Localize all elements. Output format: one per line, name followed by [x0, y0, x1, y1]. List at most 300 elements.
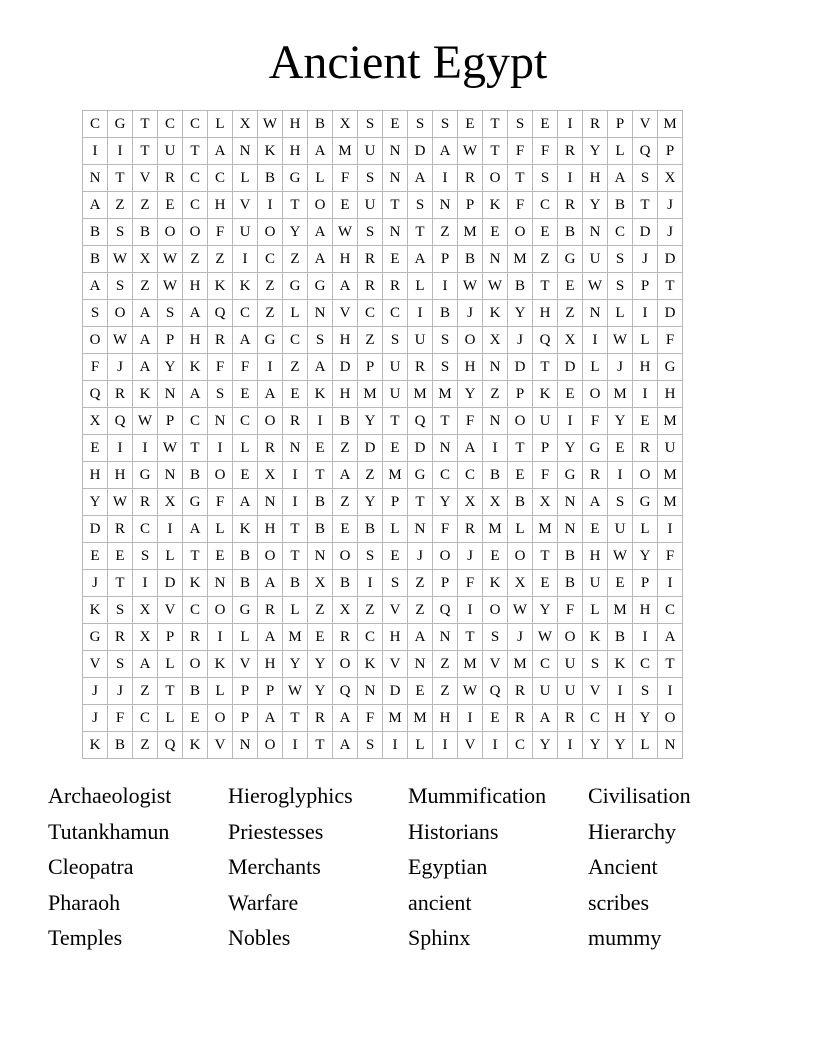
grid-cell: Z	[433, 219, 458, 246]
grid-cell: R	[308, 705, 333, 732]
grid-cell: C	[158, 111, 183, 138]
grid-cell: H	[258, 516, 283, 543]
grid-cell: K	[183, 354, 208, 381]
grid-cell: Z	[333, 489, 358, 516]
grid-cell: X	[533, 489, 558, 516]
grid-cell: I	[658, 570, 683, 597]
grid-cell: Z	[433, 651, 458, 678]
grid-cell: W	[158, 273, 183, 300]
grid-cell: S	[358, 165, 383, 192]
grid-cell: A	[333, 273, 358, 300]
grid-cell: E	[333, 192, 358, 219]
grid-cell: R	[408, 354, 433, 381]
grid-cell: N	[208, 408, 233, 435]
grid-cell: N	[583, 300, 608, 327]
grid-cell: J	[108, 678, 133, 705]
grid-cell: Z	[358, 597, 383, 624]
grid-cell: A	[133, 327, 158, 354]
word-list-item: ancient	[408, 889, 472, 915]
grid-cell: B	[608, 624, 633, 651]
grid-cell: T	[108, 570, 133, 597]
grid-cell: O	[333, 651, 358, 678]
word-list-item: Merchants	[228, 854, 321, 880]
grid-cell: X	[133, 597, 158, 624]
grid-cell: O	[183, 219, 208, 246]
page-title: Ancient Egypt	[268, 36, 548, 89]
grid-cell: K	[233, 273, 258, 300]
grid-cell: N	[83, 165, 108, 192]
grid-cell: R	[158, 165, 183, 192]
grid-cell: A	[133, 651, 158, 678]
grid-cell: P	[158, 327, 183, 354]
grid-cell: K	[183, 732, 208, 759]
grid-cell: S	[108, 651, 133, 678]
grid-cell: W	[508, 597, 533, 624]
grid-cell: R	[183, 624, 208, 651]
grid-cell: N	[308, 543, 333, 570]
grid-cell: X	[333, 597, 358, 624]
grid-cell: N	[358, 678, 383, 705]
grid-cell: Q	[333, 678, 358, 705]
grid-cell: W	[108, 246, 133, 273]
grid-cell: Y	[283, 651, 308, 678]
grid-cell: F	[333, 165, 358, 192]
grid-cell: S	[83, 300, 108, 327]
grid-cell: B	[258, 165, 283, 192]
grid-cell: E	[183, 705, 208, 732]
grid-cell: K	[483, 300, 508, 327]
grid-cell: N	[233, 732, 258, 759]
grid-cell: O	[558, 624, 583, 651]
grid-cell: S	[608, 273, 633, 300]
grid-cell: B	[433, 300, 458, 327]
grid-cell: H	[433, 705, 458, 732]
grid-cell: E	[283, 381, 308, 408]
grid-cell: M	[458, 219, 483, 246]
grid-cell: L	[233, 435, 258, 462]
grid-cell: Y	[558, 435, 583, 462]
grid-cell: F	[658, 327, 683, 354]
grid-cell: R	[558, 138, 583, 165]
grid-cell: X	[508, 570, 533, 597]
grid-cell: D	[633, 219, 658, 246]
grid-cell: C	[608, 219, 633, 246]
grid-cell: I	[83, 138, 108, 165]
grid-cell: S	[383, 570, 408, 597]
grid-cell: T	[283, 192, 308, 219]
grid-cell: M	[658, 489, 683, 516]
grid-cell: X	[133, 624, 158, 651]
grid-cell: F	[533, 138, 558, 165]
grid-cell: B	[483, 462, 508, 489]
word-list-item: Historians	[408, 818, 499, 844]
grid-cell: K	[483, 192, 508, 219]
grid-cell: X	[258, 462, 283, 489]
grid-cell: V	[458, 732, 483, 759]
grid-row	[83, 543, 683, 570]
grid-cell: G	[583, 435, 608, 462]
grid-cell: E	[458, 111, 483, 138]
grid-cell: K	[258, 138, 283, 165]
grid-cell: B	[333, 408, 358, 435]
grid-cell: P	[158, 624, 183, 651]
grid-cell: I	[283, 732, 308, 759]
grid-cell: G	[258, 327, 283, 354]
grid-cell: T	[533, 354, 558, 381]
grid-cell: Z	[283, 246, 308, 273]
grid-cell: S	[208, 381, 233, 408]
grid-row	[83, 705, 683, 732]
grid-cell: M	[533, 516, 558, 543]
grid-cell: U	[408, 327, 433, 354]
grid-cell: U	[358, 138, 383, 165]
grid-cell: L	[408, 732, 433, 759]
grid-cell: M	[608, 597, 633, 624]
grid-cell: M	[283, 624, 308, 651]
grid-cell: L	[283, 597, 308, 624]
grid-cell: Q	[408, 408, 433, 435]
grid-cell: Z	[283, 354, 308, 381]
grid-cell: N	[558, 516, 583, 543]
grid-cell: O	[508, 219, 533, 246]
grid-cell: T	[283, 516, 308, 543]
grid-cell: S	[433, 327, 458, 354]
grid-cell: J	[458, 300, 483, 327]
grid-cell: S	[408, 192, 433, 219]
grid-cell: W	[333, 219, 358, 246]
grid-cell: N	[433, 624, 458, 651]
grid-cell: O	[83, 327, 108, 354]
grid-row	[83, 381, 683, 408]
grid-row	[83, 408, 683, 435]
grid-cell: O	[483, 165, 508, 192]
grid-cell: Y	[358, 489, 383, 516]
grid-cell: S	[358, 111, 383, 138]
grid-cell: Q	[483, 678, 508, 705]
grid-cell: P	[158, 408, 183, 435]
grid-cell: W	[158, 435, 183, 462]
grid-cell: N	[383, 138, 408, 165]
grid-cell: J	[658, 219, 683, 246]
grid-cell: B	[183, 678, 208, 705]
grid-cell: E	[383, 543, 408, 570]
grid-cell: P	[508, 381, 533, 408]
grid-cell: M	[358, 381, 383, 408]
grid-cell: Q	[208, 300, 233, 327]
grid-cell: G	[558, 462, 583, 489]
grid-cell: A	[258, 705, 283, 732]
grid-cell: A	[83, 273, 108, 300]
grid-cell: F	[583, 408, 608, 435]
grid-cell: V	[208, 732, 233, 759]
grid-cell: E	[83, 435, 108, 462]
grid-cell: M	[433, 381, 458, 408]
grid-cell: Z	[358, 327, 383, 354]
grid-cell: G	[183, 489, 208, 516]
grid-cell: I	[108, 435, 133, 462]
grid-cell: X	[83, 408, 108, 435]
grid-cell: D	[408, 138, 433, 165]
grid-cell: F	[458, 408, 483, 435]
grid-cell: K	[233, 516, 258, 543]
grid-cell: Z	[483, 381, 508, 408]
word-list-item: Priestesses	[228, 818, 324, 844]
grid-cell: R	[333, 624, 358, 651]
grid-cell: H	[83, 462, 108, 489]
grid-cell: L	[633, 327, 658, 354]
grid-cell: N	[308, 300, 333, 327]
grid-cell: N	[433, 192, 458, 219]
grid-cell: H	[458, 354, 483, 381]
grid-cell: X	[233, 111, 258, 138]
grid-cell: M	[658, 408, 683, 435]
grid-cell: A	[308, 354, 333, 381]
grid-cell: L	[158, 651, 183, 678]
grid-cell: S	[433, 111, 458, 138]
grid-cell: O	[633, 462, 658, 489]
grid-cell: N	[158, 462, 183, 489]
grid-cell: B	[83, 246, 108, 273]
grid-row	[83, 219, 683, 246]
grid-cell: S	[158, 300, 183, 327]
grid-cell: G	[283, 165, 308, 192]
grid-cell: R	[583, 111, 608, 138]
grid-cell: L	[208, 516, 233, 543]
grid-cell: U	[558, 651, 583, 678]
grid-cell: F	[83, 354, 108, 381]
grid-cell: H	[333, 327, 358, 354]
grid-cell: N	[383, 165, 408, 192]
grid-cell: F	[358, 705, 383, 732]
grid-row	[83, 300, 683, 327]
grid-cell: A	[208, 138, 233, 165]
grid-cell: C	[633, 651, 658, 678]
grid-cell: R	[558, 705, 583, 732]
grid-cell: D	[658, 300, 683, 327]
grid-cell: W	[258, 111, 283, 138]
grid-cell: C	[183, 408, 208, 435]
word-list-item: Hieroglyphics	[228, 783, 353, 808]
grid-cell: A	[333, 732, 358, 759]
grid-cell: C	[533, 192, 558, 219]
grid-cell: P	[633, 570, 658, 597]
grid-cell: B	[233, 543, 258, 570]
grid-cell: Z	[308, 597, 333, 624]
grid-cell: O	[508, 543, 533, 570]
grid-cell: S	[483, 624, 508, 651]
grid-cell: S	[433, 354, 458, 381]
grid-cell: K	[183, 570, 208, 597]
grid-cell: T	[133, 111, 158, 138]
grid-cell: J	[108, 354, 133, 381]
grid-cell: Y	[583, 192, 608, 219]
grid-cell: L	[583, 354, 608, 381]
grid-cell: V	[383, 597, 408, 624]
grid-cell: L	[158, 543, 183, 570]
grid-cell: P	[608, 111, 633, 138]
grid-cell: C	[508, 732, 533, 759]
grid-cell: T	[483, 111, 508, 138]
grid-cell: Y	[358, 408, 383, 435]
grid-cell: I	[458, 705, 483, 732]
grid-cell: T	[183, 543, 208, 570]
grid-cell: E	[233, 462, 258, 489]
grid-cell: T	[658, 273, 683, 300]
grid-cell: E	[383, 435, 408, 462]
word-list-item: scribes	[588, 889, 650, 915]
grid-cell: F	[458, 570, 483, 597]
grid-cell: Y	[508, 300, 533, 327]
grid-cell: L	[283, 300, 308, 327]
word-list-item: Sphinx	[408, 925, 471, 951]
grid-cell: P	[358, 354, 383, 381]
grid-cell: I	[158, 516, 183, 543]
grid-cell: M	[483, 516, 508, 543]
grid-cell: S	[633, 165, 658, 192]
grid-cell: A	[608, 165, 633, 192]
grid-cell: G	[83, 624, 108, 651]
grid-cell: R	[108, 516, 133, 543]
grid-cell: H	[283, 111, 308, 138]
grid-cell: Y	[83, 489, 108, 516]
grid-cell: J	[83, 678, 108, 705]
grid-cell: E	[633, 408, 658, 435]
grid-cell: A	[333, 705, 358, 732]
grid-cell: I	[283, 489, 308, 516]
grid-cell: N	[283, 435, 308, 462]
grid-cell: S	[108, 273, 133, 300]
grid-cell: O	[583, 381, 608, 408]
grid-cell: M	[408, 381, 433, 408]
grid-cell: I	[233, 246, 258, 273]
grid-cell: T	[183, 138, 208, 165]
grid-cell: U	[533, 408, 558, 435]
grid-cell: J	[508, 327, 533, 354]
grid-cell: S	[608, 489, 633, 516]
grid-cell: C	[658, 597, 683, 624]
grid-cell: H	[108, 462, 133, 489]
grid-cell: H	[658, 381, 683, 408]
grid-cell: Y	[433, 489, 458, 516]
grid-cell: T	[308, 462, 333, 489]
grid-cell: F	[508, 138, 533, 165]
grid-cell: I	[433, 273, 458, 300]
grid-cell: N	[583, 219, 608, 246]
grid-cell: C	[458, 462, 483, 489]
grid-cell: K	[533, 381, 558, 408]
grid-cell: J	[83, 705, 108, 732]
grid-cell: Y	[308, 678, 333, 705]
grid-cell: E	[608, 570, 633, 597]
grid-cell: F	[658, 543, 683, 570]
grid-cell: O	[483, 597, 508, 624]
grid-cell: Q	[533, 327, 558, 354]
grid-cell: J	[633, 246, 658, 273]
grid-cell: A	[408, 246, 433, 273]
word-search-grid	[82, 110, 683, 759]
grid-cell: H	[633, 354, 658, 381]
grid-cell: C	[233, 408, 258, 435]
grid-cell: G	[108, 111, 133, 138]
word-list-item: Pharaoh	[48, 889, 121, 915]
grid-cell: Z	[258, 273, 283, 300]
grid-cell: O	[333, 543, 358, 570]
grid-cell: C	[383, 300, 408, 327]
grid-cell: F	[558, 597, 583, 624]
grid-cell: T	[658, 651, 683, 678]
grid-cell: Z	[133, 273, 158, 300]
grid-cell: Y	[583, 138, 608, 165]
grid-cell: R	[258, 435, 283, 462]
grid-cell: A	[133, 354, 158, 381]
grid-row	[83, 624, 683, 651]
grid-cell: I	[483, 732, 508, 759]
grid-cell: L	[633, 516, 658, 543]
grid-cell: M	[608, 381, 633, 408]
grid-cell: R	[108, 624, 133, 651]
grid-cell: W	[108, 489, 133, 516]
grid-cell: P	[433, 570, 458, 597]
grid-cell: L	[408, 273, 433, 300]
grid-cell: Y	[583, 732, 608, 759]
grid-cell: W	[608, 543, 633, 570]
grid-cell: U	[358, 192, 383, 219]
grid-cell: I	[133, 570, 158, 597]
grid-cell: I	[558, 111, 583, 138]
grid-cell: C	[83, 111, 108, 138]
grid-cell: T	[433, 408, 458, 435]
grid-cell: I	[458, 597, 483, 624]
grid-cell: H	[583, 165, 608, 192]
grid-cell: H	[383, 624, 408, 651]
grid-cell: T	[108, 165, 133, 192]
grid-cell: Z	[408, 597, 433, 624]
word-list	[48, 780, 768, 958]
grid-cell: S	[358, 543, 383, 570]
grid-row	[83, 435, 683, 462]
grid-cell: K	[483, 570, 508, 597]
grid-cell: W	[283, 678, 308, 705]
grid-cell: N	[483, 246, 508, 273]
grid-cell: L	[608, 138, 633, 165]
grid-cell: W	[108, 327, 133, 354]
word-list-item: Warfare	[228, 889, 299, 915]
grid-cell: C	[583, 705, 608, 732]
grid-cell: A	[308, 219, 333, 246]
grid-cell: K	[358, 651, 383, 678]
grid-cell: R	[583, 462, 608, 489]
grid-cell: G	[133, 462, 158, 489]
grid-cell: R	[133, 489, 158, 516]
grid-cell: R	[558, 192, 583, 219]
grid-cell: Z	[133, 192, 158, 219]
grid-cell: B	[608, 192, 633, 219]
grid-cell: T	[633, 192, 658, 219]
grid-cell: L	[208, 678, 233, 705]
grid-cell: D	[658, 246, 683, 273]
grid-cell: B	[333, 570, 358, 597]
grid-cell: G	[308, 273, 333, 300]
grid-cell: W	[458, 273, 483, 300]
grid-cell: Z	[358, 462, 383, 489]
grid-cell: B	[233, 570, 258, 597]
grid-cell: A	[183, 300, 208, 327]
grid-row	[83, 246, 683, 273]
grid-cell: B	[308, 516, 333, 543]
grid-cell: L	[158, 705, 183, 732]
grid-cell: X	[658, 165, 683, 192]
grid-cell: O	[108, 300, 133, 327]
